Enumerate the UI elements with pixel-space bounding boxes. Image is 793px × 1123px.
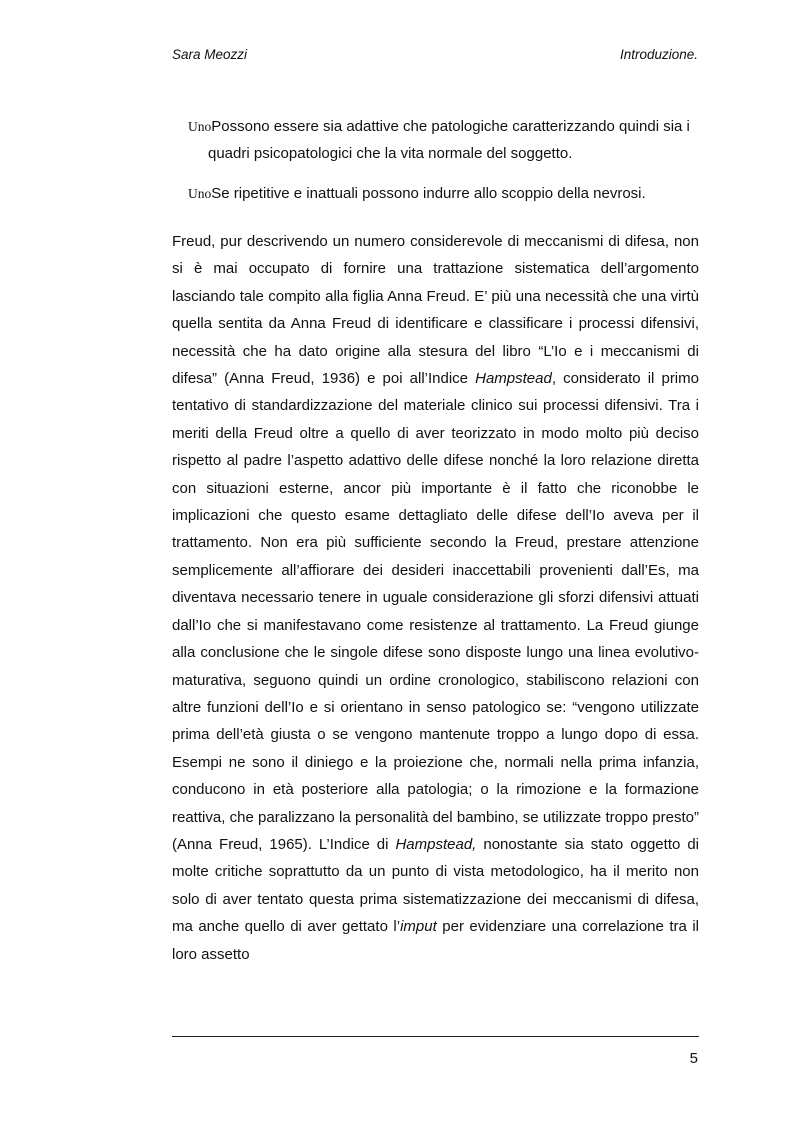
paragraph-text — [172, 228, 699, 968]
header-section-title: Introduzione. — [619, 47, 698, 62]
bullet-marker: Uno — [188, 186, 212, 201]
italic-hampstead: Hampstead — [475, 370, 552, 388]
text-segment: , considerato il primo tentativo di standardizzazione del materiale clinico sui processi difensivi. Tra i meriti della Freud oltre a quello di aver teorizzato in modo molto più deciso rispetto al padre l’aspetto adattivo delle difese nonché la loro relazione diretta con situazioni esterne, ancor più importante è il fatto che riconobbe le implicazioni che questo esame dettagliato delle difese dell’Io aveva per il trattamento. Non era più sufficiente secondo la Freud, prestare attenzione semplicemente all’affiorare dei desideri inaccettabili provenienti dall’Es, ma diventava necessario tenere in uguale considerazione gli sforzi difensivi attuati dall’Io che si manifestavano come resistenze al trattamento. La Freud giunge alla conclusione che le singole difese sono disposte lungo una linea evolutivo-maturativa, seguono quindi un ordine cronologico, stabiliscono relazioni con altre funzioni dell’Io e si orientano in senso patologico se: “vengono utilizzate prima dell’età giusta o se vengono mantenute troppo a lungo dopo di essa. Esempi ne sono il diniego e la proiezione che, normali nella prima infanzia, conducono in età posteriore alla patologia; o la rimozione e la formazione reattiva, che paralizzano la personalità del bambino, se utilizzate troppo presto” (Anna Freud, 1965). L’Indice di — [172, 370, 699, 853]
bullet-item-adaptive — [188, 113, 700, 167]
bullet-list — [188, 113, 700, 220]
italic-hampstead: Hampstead, — [395, 835, 477, 853]
italic-imput: imput — [400, 918, 437, 936]
bullet-marker: Uno — [188, 119, 212, 134]
footer-divider — [172, 1036, 699, 1037]
text-segment: per evidenziare una correlazione tra il loro assetto — [172, 918, 699, 963]
bullet-text: Se ripetitive e inattuali possono indurre allo scoppio della nevrosi. — [211, 185, 646, 202]
text-segment: Freud, pur descrivendo un numero considerevole di meccanismi di difesa, non si è mai occupato di fornire una trattazione sistematica dell’argomento lasciando tale compito alla figlia Anna Freud. E’ più una necessità che una virtù quella sentita da Anna Freud di identificare e classificare i processi difensivi, necessità che ha dato origine alla stesura del libro “L’Io e i meccanismi di difesa” (Anna Freud, 1936) e poi all’Indice — [172, 233, 699, 388]
bullet-text: Possono essere sia adattive che patologiche caratterizzando quindi sia i quadri psicopatologici che la vita normale del soggetto. — [208, 118, 690, 162]
page-number: 5 — [689, 1050, 698, 1067]
page-header — [172, 47, 698, 67]
body-paragraph — [172, 228, 699, 968]
text-segment: nonostante sia stato oggetto di molte critiche soprattutto da un punto di vista metodologico, ha il merito non solo di aver tentato questa prima sistematizzazione dei meccanismi di difesa, ma anche quello di aver gettato l’ — [172, 835, 699, 936]
bullet-item-neurosis — [188, 180, 700, 207]
header-author: Sara Meozzi — [172, 47, 248, 62]
